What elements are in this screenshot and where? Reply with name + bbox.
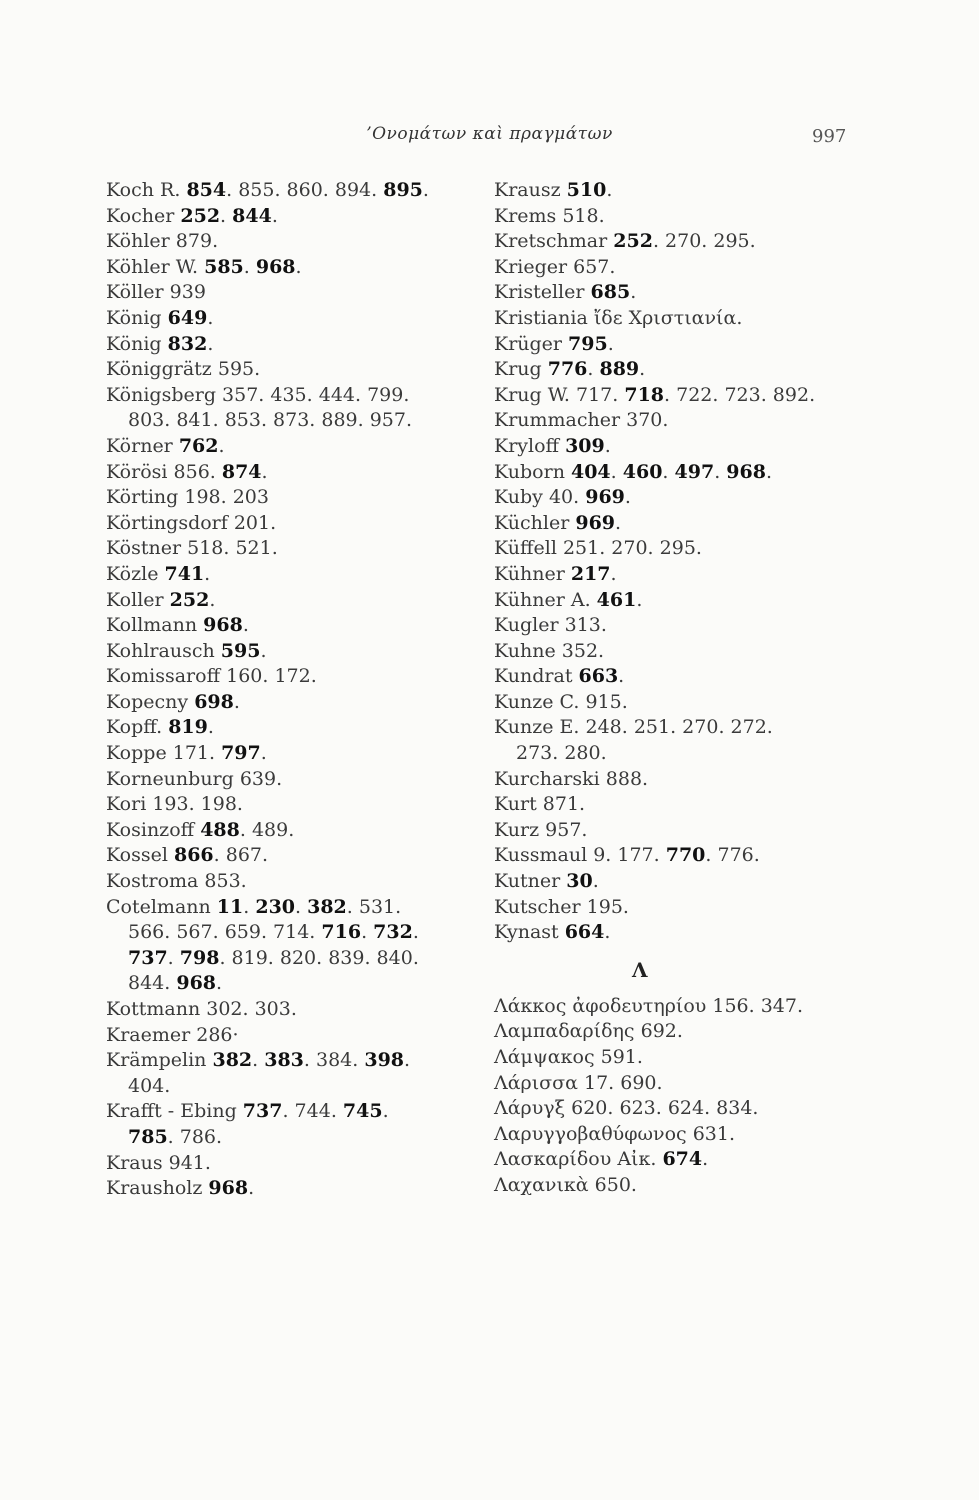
entry-text: König [106,332,168,355]
page-reference-bold: 718 [624,383,665,406]
index-entry [494,715,874,741]
index-entry [106,204,486,230]
entry-text: . [243,255,256,278]
entry-text: Kutner [494,870,567,893]
index-entry [106,255,486,281]
index-entry [106,690,486,716]
entry-text: . [604,921,611,944]
entry-text: . [242,614,249,637]
index-entry [106,1023,486,1049]
index-entry [494,306,874,332]
entry-text: Kuhne 352. [494,639,605,662]
index-entry [494,178,874,204]
entry-text: . [260,639,267,662]
page-reference-bold: 383 [264,1049,304,1072]
entry-text: . 270. 295. [652,230,756,253]
page-reference-bold: 585 [204,255,244,278]
entry-text: . [207,306,214,329]
entry-text: . [662,460,675,483]
index-entry [494,1147,874,1173]
entry-text: . [261,460,268,483]
page-reference-bold: 382 [307,895,347,918]
entry-text: Kottmann 302. 303. [106,998,297,1020]
page-reference-bold: 798 [179,946,220,969]
page-reference-bold: 866 [173,844,214,867]
page-reference-bold: 968 [255,255,296,278]
entry-text: . [295,255,302,278]
entry-text: . [233,690,240,713]
entry-text: . [610,460,623,483]
index-entry [106,664,486,690]
page-reference-bold: 663 [578,665,619,688]
page-reference-bold: 510 [566,179,607,201]
entry-text: Köller 939 [106,281,206,304]
index-entry [106,997,486,1023]
index-entry [494,562,874,588]
index-entry [106,1048,486,1074]
index-column-left [106,178,486,1202]
entry-text: Λάρυγξ 620. 623. 624. 834. [494,1097,759,1120]
entry-text: Kussmaul 9. 177. [494,844,666,867]
entry-text: Kristiania ἴδε Χριστιανία. [494,306,743,329]
index-entry [494,1019,874,1045]
entry-text: Krieger 657. [494,255,616,278]
entry-text: 404. [128,1074,171,1097]
entry-text: . 867. [213,844,269,867]
page-reference-bold: 461 [596,588,637,611]
entry-text: 273. 280. [516,742,607,765]
entry-text: Kuby 40. [494,486,586,509]
entry-text: Königgrätz 595. [106,358,261,381]
index-entry [494,767,874,793]
index-entry [494,920,874,946]
page-reference-bold: 732 [373,921,413,944]
index-entry [106,280,486,306]
page-reference-bold: 649 [167,306,208,329]
entry-text: . [624,486,631,509]
entry-text: . 776. [705,844,760,867]
index-entry [106,741,486,767]
entry-text: Krämpelin [106,1049,213,1072]
page-reference-bold: 832 [167,332,208,355]
page-reference-bold: 595 [220,639,261,662]
index-entry [106,843,486,869]
entry-text: . [167,946,180,969]
index-entry [106,383,486,409]
entry-text: . [271,204,278,227]
page-reference-bold: 797 [221,742,261,765]
index-entry [494,1071,874,1097]
page-reference-bold: 737 [128,946,168,969]
index-entry [494,818,874,844]
entry-text: König [106,306,168,329]
entry-text: Λάρισσα 17. 690. [494,1071,663,1094]
index-entry [494,613,874,639]
page-reference-bold: 698 [194,690,234,713]
page-reference-bold: 762 [178,434,219,457]
page-reference-bold: 819 [168,716,208,739]
entry-text: Krug W. 717. [494,383,625,406]
index-entry [106,1151,486,1177]
entry-text: . [587,358,600,381]
entry-text: Kraemer 286· [106,1023,239,1046]
entry-text: Kraus 941. [106,1151,211,1174]
entry-text: . 819. 820. 839. 840. [219,946,419,969]
index-entry [106,1176,486,1202]
index-entry-continuation [106,1125,486,1151]
entry-text: . [207,716,214,739]
entry-text: Koppe 171. [106,742,222,765]
index-entry [106,562,486,588]
entry-text: Kurz 957. [494,818,588,841]
entry-text: Λασκαρίδου Αἰκ. [494,1148,663,1171]
entry-text: Kostroma 853. [106,870,247,893]
index-entry [106,715,486,741]
entry-text: Kundrat [494,665,579,688]
index-entry [106,434,486,460]
index-entry [106,767,486,793]
index-entry [106,869,486,895]
entry-text: Cotelmann [106,895,217,918]
page-reference-bold: 382 [212,1049,253,1072]
entry-text: . [361,921,374,944]
entry-text: Közle [106,562,165,585]
entry-text: . [714,460,727,483]
entry-text: . [636,588,643,611]
page-reference-bold: 889 [599,358,640,381]
index-entry [494,408,874,434]
index-entry [494,1096,874,1122]
entry-text: Kühner A. [494,588,597,611]
entry-text: . [382,1100,389,1123]
page-reference-bold: 785 [128,1125,168,1148]
page-reference-bold: 398 [364,1049,405,1072]
running-header-title: ’Ονομάτων καὶ πραγμάτων [366,124,613,144]
entry-text: Kunze C. 915. [494,690,628,713]
entry-text: Köstner 518. 521. [106,537,278,560]
entry-text: Kohlrausch [106,639,221,662]
index-entry [106,332,486,358]
index-entry [494,792,874,818]
index-entry [106,792,486,818]
index-entry [494,357,874,383]
index-entry [494,229,874,255]
entry-text: . [243,895,256,918]
page-reference-bold: 969 [575,511,616,534]
index-entry [494,994,874,1020]
index-entry-continuation [106,971,486,997]
entry-text: Küffell 251. 270. 295. [494,537,702,560]
page-reference-bold: 716 [321,921,362,944]
page-reference-bold: 844 [232,204,272,227]
entry-text: . [592,870,599,893]
index-entry [106,639,486,665]
index-entry [494,869,874,895]
entry-text: Köhler W. [106,255,205,278]
page-reference-bold: 776 [547,358,588,381]
page-reference-bold: 854 [186,179,227,201]
entry-text: Λάκκος ἀφοδευτηρίου 156. 347. [494,994,804,1017]
index-entry [494,588,874,614]
index-column-right [494,178,874,1199]
entry-text: . 384. [303,1049,365,1072]
entry-text: . [207,332,214,355]
page-reference-bold: 252 [180,204,221,227]
page-reference-bold: 685 [590,281,631,304]
entry-text: . [295,895,308,918]
page-reference-bold: 217 [570,562,611,585]
entry-text: Kuborn [494,460,571,483]
entry-text: Königsberg 357. 435. 444. 799. [106,383,410,406]
entry-text: . [216,972,223,995]
entry-text: Kocher [106,204,181,227]
index-entry [494,1122,874,1148]
index-entry [494,434,874,460]
entry-text: . [606,179,613,201]
index-entry [494,536,874,562]
index-entry [494,383,874,409]
entry-text: Krafft - Ebing [106,1100,243,1123]
entry-text: Kopff. [106,716,169,739]
index-entry [494,460,874,486]
entry-text: Kryloff [494,434,566,457]
entry-text: Kugler 313. [494,614,607,637]
entry-text: Λάμψακος 591. [494,1046,643,1068]
page-reference-bold: 252 [613,230,653,253]
index-entry-continuation [494,741,874,767]
index-entry [494,204,874,230]
section-letter-heading: Λ [632,957,648,982]
page-reference-bold: 497 [674,460,715,483]
index-entry [106,511,486,537]
page-reference-bold: 30 [566,870,593,893]
entry-text: Kori 193. 198. [106,793,243,816]
index-entry [106,460,486,486]
index-entry [106,357,486,383]
index-entry [106,485,486,511]
entry-text: . 744. [282,1100,343,1123]
index-entry [106,613,486,639]
entry-text: Körtingsdorf 201. [106,511,277,534]
entry-text: . 855. 860. 894. [226,179,384,201]
index-entry [494,280,874,306]
index-entry [494,1173,874,1199]
index-entry [494,485,874,511]
entry-text: 566. 567. 659. 714. [128,921,322,944]
entry-text: Kretschmar [494,230,614,253]
index-entry-continuation [106,946,486,972]
entry-text: Λαμπαδαρίδης 692. [494,1020,683,1043]
index-entry [106,588,486,614]
entry-text: Kristeller [494,281,591,304]
index-entry [494,332,874,358]
entry-text: Komissaroff 160. 172. [106,665,317,688]
entry-text: . [610,562,617,585]
entry-text: Körting 198. 203 [106,486,269,509]
index-entry [494,664,874,690]
entry-text: Krausz [494,179,567,201]
page-reference-bold: 968 [208,1177,249,1200]
entry-text: Krummacher 370. [494,409,669,432]
entry-text: Kynast [494,921,565,944]
entry-text: Kurcharski 888. [494,767,649,790]
entry-text: . [218,434,225,457]
entry-text: . [618,665,625,688]
entry-text: . [404,1049,411,1072]
page-reference-bold: 795 [568,332,608,355]
entry-text: Kutscher 195. [494,895,629,918]
page-reference-bold: 770 [665,844,706,867]
entry-text: Korneunburg 639. [106,767,283,790]
entry-text: . [604,434,611,457]
page-reference-bold: 745 [342,1100,383,1123]
entry-text: . [248,1177,255,1200]
entry-text: Λαχανικὰ 650. [494,1173,637,1196]
page-reference-bold: 252 [169,588,210,611]
index-entry [494,255,874,281]
entry-text: Kurt 871. [494,793,586,816]
entry-text: Koller [106,588,170,611]
entry-text: Λαρυγγοβαθύφωνος 631. [494,1122,735,1145]
page-reference-bold: 737 [242,1100,283,1123]
entry-text: . [204,562,211,585]
entry-text: Krems 518. [494,204,605,227]
entry-text: . [209,588,216,611]
entry-text: . 722. 723. 892. [664,383,816,406]
index-entry [494,639,874,665]
entry-text: Körner [106,434,179,457]
entry-text: 844. [128,972,177,995]
entry-text: . [630,281,637,304]
entry-text: Kossel [106,844,174,867]
index-entry [494,895,874,921]
page-reference-bold: 309 [565,434,605,457]
entry-text: 803. 841. 853. 873. 889. 957. [128,409,413,432]
entry-text: Kopecny [106,690,195,713]
entry-text: Koch R. [106,179,187,201]
page-reference-bold: 968 [203,614,243,637]
index-entry [106,306,486,332]
index-entry [106,178,486,204]
index-entry [106,818,486,844]
entry-text: . [607,332,614,355]
entry-text: . 489. [239,818,295,841]
entry-text: . 531. [346,895,402,918]
entry-text: . [639,358,646,381]
index-entry-continuation [106,920,486,946]
entry-text: . [260,742,267,765]
page-reference-bold: 460 [622,460,663,483]
page-number: 997 [812,126,847,147]
entry-text: Kühner [494,562,571,585]
page-reference-bold: 674 [662,1148,703,1171]
entry-text: Krüger [494,332,569,355]
entry-text: Krausholz [106,1177,209,1200]
index-entry [494,690,874,716]
page-reference-bold: 968 [726,460,766,483]
page-reference-bold: 11 [216,895,244,918]
index-entry-continuation [106,408,486,434]
entry-text: . [220,204,233,227]
entry-text: Krug [494,358,548,381]
entry-text: . 786. [167,1125,223,1148]
index-entry [494,1045,874,1071]
entry-text: Kollmann [106,614,204,637]
page-reference-bold: 969 [585,486,625,509]
page-reference-bold: 895 [383,179,423,201]
entry-text: Köhler 879. [106,230,219,253]
entry-text: Kosinzoff [106,818,201,841]
index-entry [106,536,486,562]
entry-text: . [252,1049,265,1072]
page-reference-bold: 874 [221,460,262,483]
index-entry [106,895,486,921]
page-reference-bold: 404 [570,460,611,483]
entry-text: . [412,921,419,944]
page-reference-bold: 968 [176,972,217,995]
entry-text: Küchler [494,511,576,534]
index-entry [106,229,486,255]
entry-text: . [702,1148,709,1171]
page-reference-bold: 741 [164,562,205,585]
index-entry [494,511,874,537]
entry-text: . [422,179,429,201]
index-entry [494,843,874,869]
page-reference-bold: 664 [564,921,605,944]
entry-text: Kunze E. 248. 251. 270. 272. [494,716,773,739]
entry-text: . [615,511,622,534]
page-reference-bold: 230 [255,895,296,918]
index-entry [106,1099,486,1125]
index-entry-continuation [106,1074,486,1100]
page-reference-bold: 488 [200,818,240,841]
entry-text: . [765,460,772,483]
entry-text: Körösi 856. [106,460,222,483]
